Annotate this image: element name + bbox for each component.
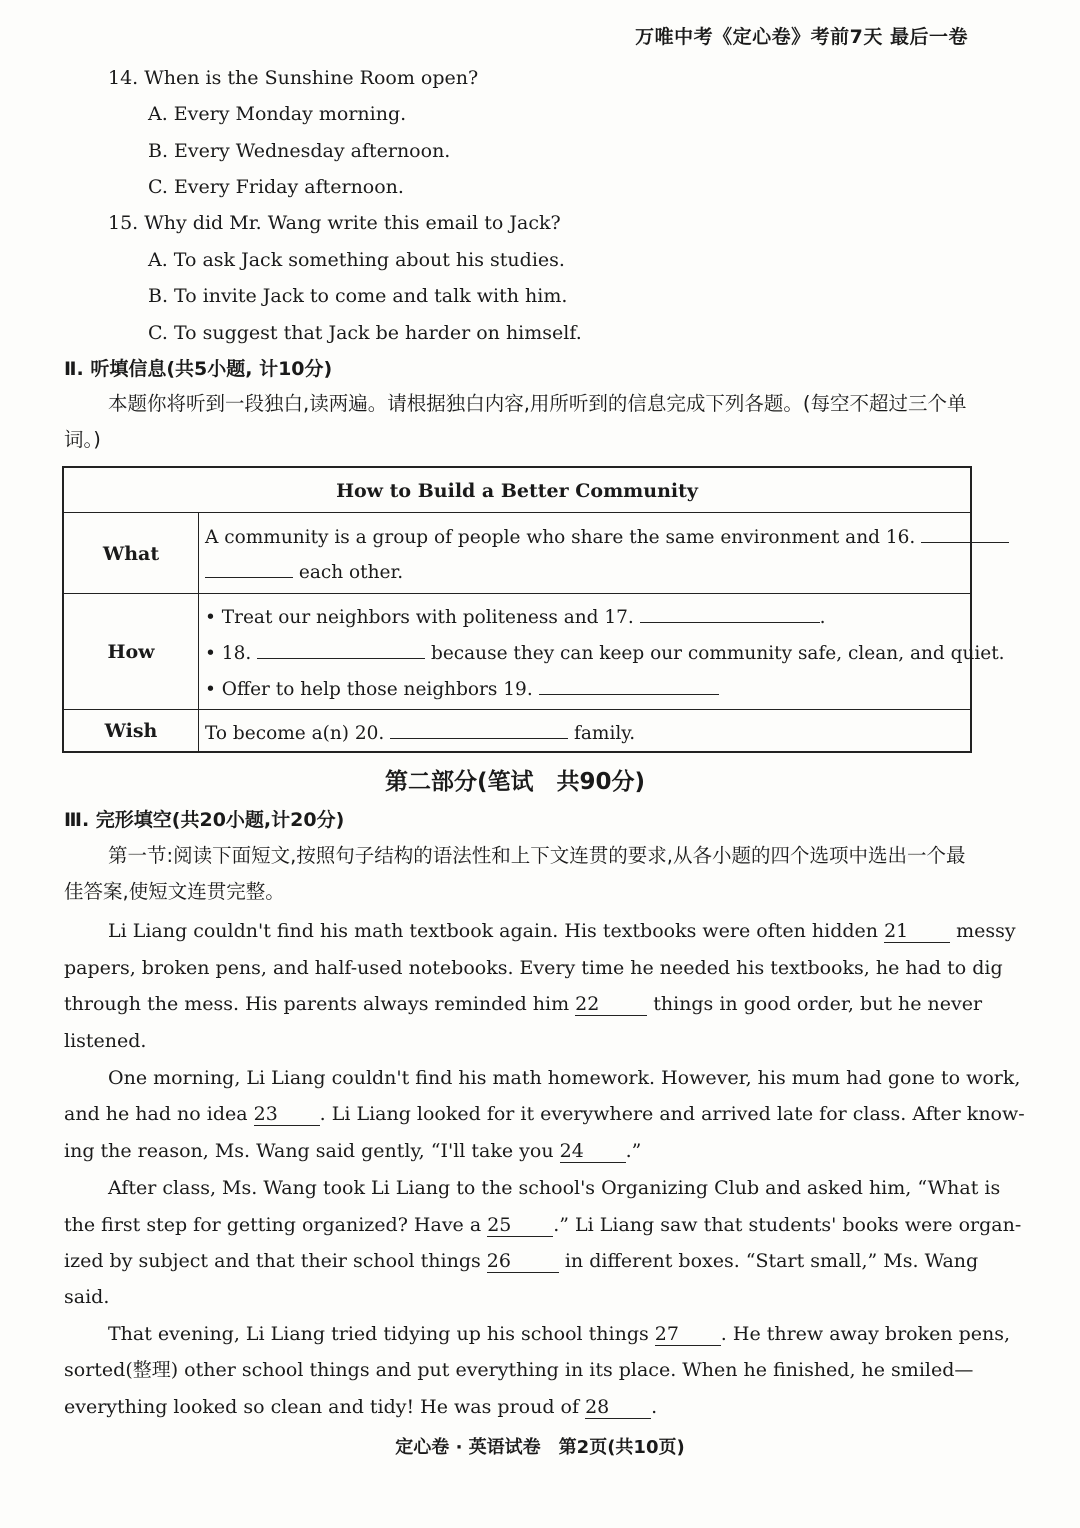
passage-line: through the mess. His parents always reminded him 22 things in good order, but he never [64, 993, 983, 1015]
how-item-1-text: • Treat our neighbors with politeness and 17. [205, 607, 634, 628]
page-header: 万唯中考《定心卷》考前7天 最后一卷 [635, 26, 968, 48]
passage-line: After class, Ms. Wang took Li Liang to the school's Organizing Club and asked him, “What is [108, 1177, 1001, 1199]
wish-line [205, 720, 635, 747]
question-15-option-a: A. To ask Jack something about his studies. [148, 249, 565, 271]
table-divider [64, 709, 970, 710]
info-table [62, 466, 1005, 753]
part-2-title: 第二部分(笔试 共90分) [384, 769, 646, 795]
blank-19[interactable] [539, 676, 719, 695]
passage-line: said. [64, 1286, 110, 1308]
table-divider [64, 512, 970, 513]
how-item-3 [205, 676, 719, 703]
passage-line: everything looked so clean and tidy! He was proud of 28 . [64, 1396, 658, 1418]
passage-line: the first step for getting organized? Have a 25 .” Li Liang saw that students' books were organ- [64, 1214, 1022, 1236]
passage-line: listened. [64, 1030, 147, 1052]
how-item-2-text: because they can keep our community safe, clean, and quiet. [431, 643, 1005, 664]
what-text-1: A community is a group of people who share the same environment and 16. [205, 527, 916, 548]
passage-line: One morning, Li Liang couldn't find his math homework. However, his mum had gone to work, [108, 1067, 1021, 1089]
cloze-blank-23[interactable]: 23 [254, 1103, 320, 1126]
cloze-blank-28[interactable]: 28 [585, 1396, 651, 1419]
how-item-1-end: . [819, 607, 826, 628]
blank-17[interactable] [640, 604, 820, 623]
section-3-title: Ⅲ. 完形填空(共20小题,计20分) [64, 809, 345, 831]
section-2-instruction: 本题你将听到一段独白,读两遍。请根据独白内容,用所听到的信息完成下列各题。(每空不超过三个单词。) [64, 392, 967, 451]
cloze-blank-22[interactable]: 22 [575, 993, 647, 1016]
row-label-wish: Wish [104, 720, 158, 742]
table-divider [64, 593, 970, 594]
cloze-blank-25[interactable]: 25 [487, 1214, 553, 1237]
how-item-2-num: • 18. [205, 643, 252, 664]
wish-text-post: family. [574, 723, 636, 744]
wish-text-pre: To become a(n) 20. [205, 723, 385, 744]
blank-16b[interactable] [205, 559, 293, 578]
passage-line: Li Liang couldn't find his math textbook again. His textbooks were often hidden 21 messy [108, 920, 1016, 942]
question-15-stem: 15. Why did Mr. Wang write this email to Jack? [108, 212, 561, 234]
table-column-divider [198, 512, 199, 753]
what-line-1 [205, 524, 1009, 551]
passage-line: ized by subject and that their school things 26 in different boxes. “Start small,” Ms. Wang [64, 1250, 979, 1272]
how-item-1 [205, 604, 826, 631]
blank-18[interactable] [257, 640, 425, 659]
blank-16a[interactable] [921, 524, 1009, 543]
row-label-how: How [107, 641, 155, 663]
what-text-2: each other. [298, 562, 404, 583]
cloze-blank-21[interactable]: 21 [884, 920, 950, 943]
what-line-2 [205, 559, 403, 586]
passage-line: papers, broken pens, and half-used notebooks. Every time he needed his textbooks, he had to dig [64, 957, 1003, 979]
question-14-option-b: B. Every Wednesday afternoon. [148, 140, 451, 162]
passage-line: ing the reason, Ms. Wang said gently, “I'll take you 24 .” [64, 1140, 642, 1162]
question-15-option-b: B. To invite Jack to come and talk with him. [148, 285, 568, 307]
passage-line: That evening, Li Liang tried tidying up his school things 27 . He threw away broken pens, [108, 1323, 1011, 1345]
how-item-3-text: • Offer to help those neighbors 19. [205, 679, 533, 700]
section-2-title: Ⅱ. 听填信息(共5小题, 计10分) [64, 358, 333, 380]
question-14-option-c: C. Every Friday afternoon. [148, 176, 404, 198]
how-item-2 [205, 640, 1005, 667]
row-label-what: What [102, 542, 160, 565]
table-title: How to Build a Better Community [336, 480, 698, 502]
question-15-option-c: C. To suggest that Jack be harder on himself. [148, 322, 582, 344]
passage-line: sorted(整理) other school things and put everything in its place. When he finished, he smiled— [64, 1359, 974, 1381]
passage-line: and he had no idea 23 . Li Liang looked for it everywhere and arrived late for class. After know- [64, 1103, 1025, 1125]
cloze-blank-26[interactable]: 26 [487, 1250, 559, 1273]
page-footer: 定心卷 · 英语试卷 第2页(共10页) [395, 1437, 685, 1458]
cloze-blank-27[interactable]: 27 [655, 1323, 721, 1346]
section-3-instruction: 第一节:阅读下面短文,按照句子结构的语法性和上下文连贯的要求,从各小题的四个选项中选出一个最佳答案,使短文连贯完整。 [64, 844, 966, 903]
question-14-option-a: A. Every Monday morning. [148, 103, 407, 125]
cloze-blank-24[interactable]: 24 [560, 1140, 626, 1163]
blank-20[interactable] [390, 720, 568, 739]
question-14-stem: 14. When is the Sunshine Room open? [108, 67, 479, 89]
